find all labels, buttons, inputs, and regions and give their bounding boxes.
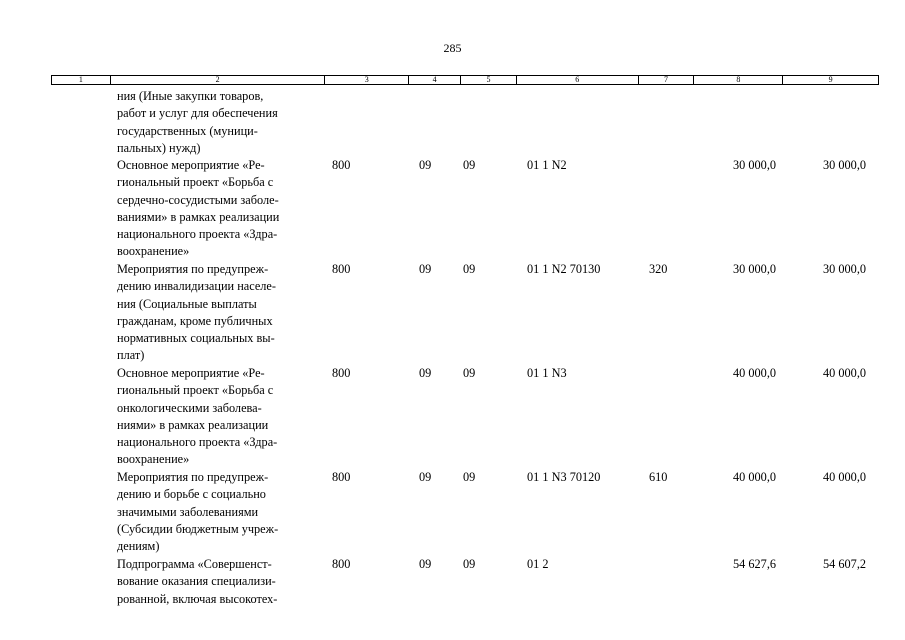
column-header-8: 8: [694, 76, 783, 84]
page-number: 285: [443, 41, 462, 55]
cell-col-8: 54 627,6: [733, 557, 777, 571]
column-header-7: 7: [639, 76, 695, 84]
cell-col-9: 30 000,0: [823, 262, 867, 276]
cell-col-3: 800: [332, 557, 351, 571]
row-description: Основное мероприятие «Ре- гиональный проект «Борьба с онкологическими заболева- ниями» в рамках реализации национального проекта «Здра- воохранение»: [117, 366, 278, 467]
cell-col-4: 09: [419, 557, 432, 571]
cell-col-8: 30 000,0: [733, 158, 777, 172]
cell-col-9: 30 000,0: [823, 158, 867, 172]
cell-col-8: 30 000,0: [733, 262, 777, 276]
cell-col-6: 01 2: [527, 557, 549, 571]
cell-col-6: 01 1 N3 70120: [527, 470, 601, 484]
cell-col-3: 800: [332, 366, 351, 380]
cell-col-3: 800: [332, 262, 351, 276]
table-row: [0, 157, 905, 261]
column-header-4: 4: [409, 76, 461, 84]
cell-col-9: 40 000,0: [823, 470, 867, 484]
cell-col-7: 610: [649, 470, 668, 484]
cell-col-6: 01 1 N3: [527, 366, 567, 380]
table-row: [0, 469, 905, 556]
row-description: Мероприятия по предупреж- дению и борьбе с социально значимыми заболеваниями (Субсидии бюджетным учреж- дениям): [117, 470, 279, 554]
column-header-3: 3: [325, 76, 409, 84]
table-body: [0, 88, 905, 611]
cell-col-5: 09: [463, 158, 476, 172]
cell-col-9: 54 607,2: [823, 557, 867, 571]
row-description: Подпрограмма «Совершенст- вование оказания специализи- рованной, включая высокотех-: [117, 557, 278, 606]
cell-col-3: 800: [332, 158, 351, 172]
cell-col-6: 01 1 N2: [527, 158, 567, 172]
cell-col-3: 800: [332, 470, 351, 484]
cell-col-4: 09: [419, 366, 432, 380]
table-row: [0, 365, 905, 469]
cell-col-4: 09: [419, 262, 432, 276]
column-header-1: 1: [52, 76, 111, 84]
cell-col-5: 09: [463, 262, 476, 276]
table-row: [0, 88, 905, 157]
cell-col-8: 40 000,0: [733, 470, 777, 484]
table-row: [0, 261, 905, 365]
row-description: ния (Иные закупки товаров, работ и услуг для обеспечения государственных (муници- пальных) нужд): [117, 89, 278, 155]
cell-col-4: 09: [419, 470, 432, 484]
cell-col-5: 09: [463, 366, 476, 380]
cell-col-9: 40 000,0: [823, 366, 867, 380]
cell-col-7: 320: [649, 262, 668, 276]
cell-col-6: 01 1 N2 70130: [527, 262, 601, 276]
table-header-row: [51, 75, 879, 85]
cell-col-5: 09: [463, 470, 476, 484]
column-header-5: 5: [461, 76, 517, 84]
column-header-2: 2: [111, 76, 325, 84]
table-row: [0, 556, 905, 611]
cell-col-4: 09: [419, 158, 432, 172]
column-header-6: 6: [517, 76, 639, 84]
cell-col-5: 09: [463, 557, 476, 571]
row-description: Мероприятия по предупреж- дению инвалидизации населе- ния (Социальные выплаты гражданам, кроме публичных нормативных социальных вы- плат): [117, 262, 276, 363]
column-header-9: 9: [828, 75, 833, 84]
cell-col-8: 40 000,0: [733, 366, 777, 380]
row-description: Основное мероприятие «Ре- гиональный проект «Борьба с сердечно-сосудистыми заболе- ваниями» в рамках реализации национального проекта «Здра- воохранение»: [117, 158, 280, 259]
